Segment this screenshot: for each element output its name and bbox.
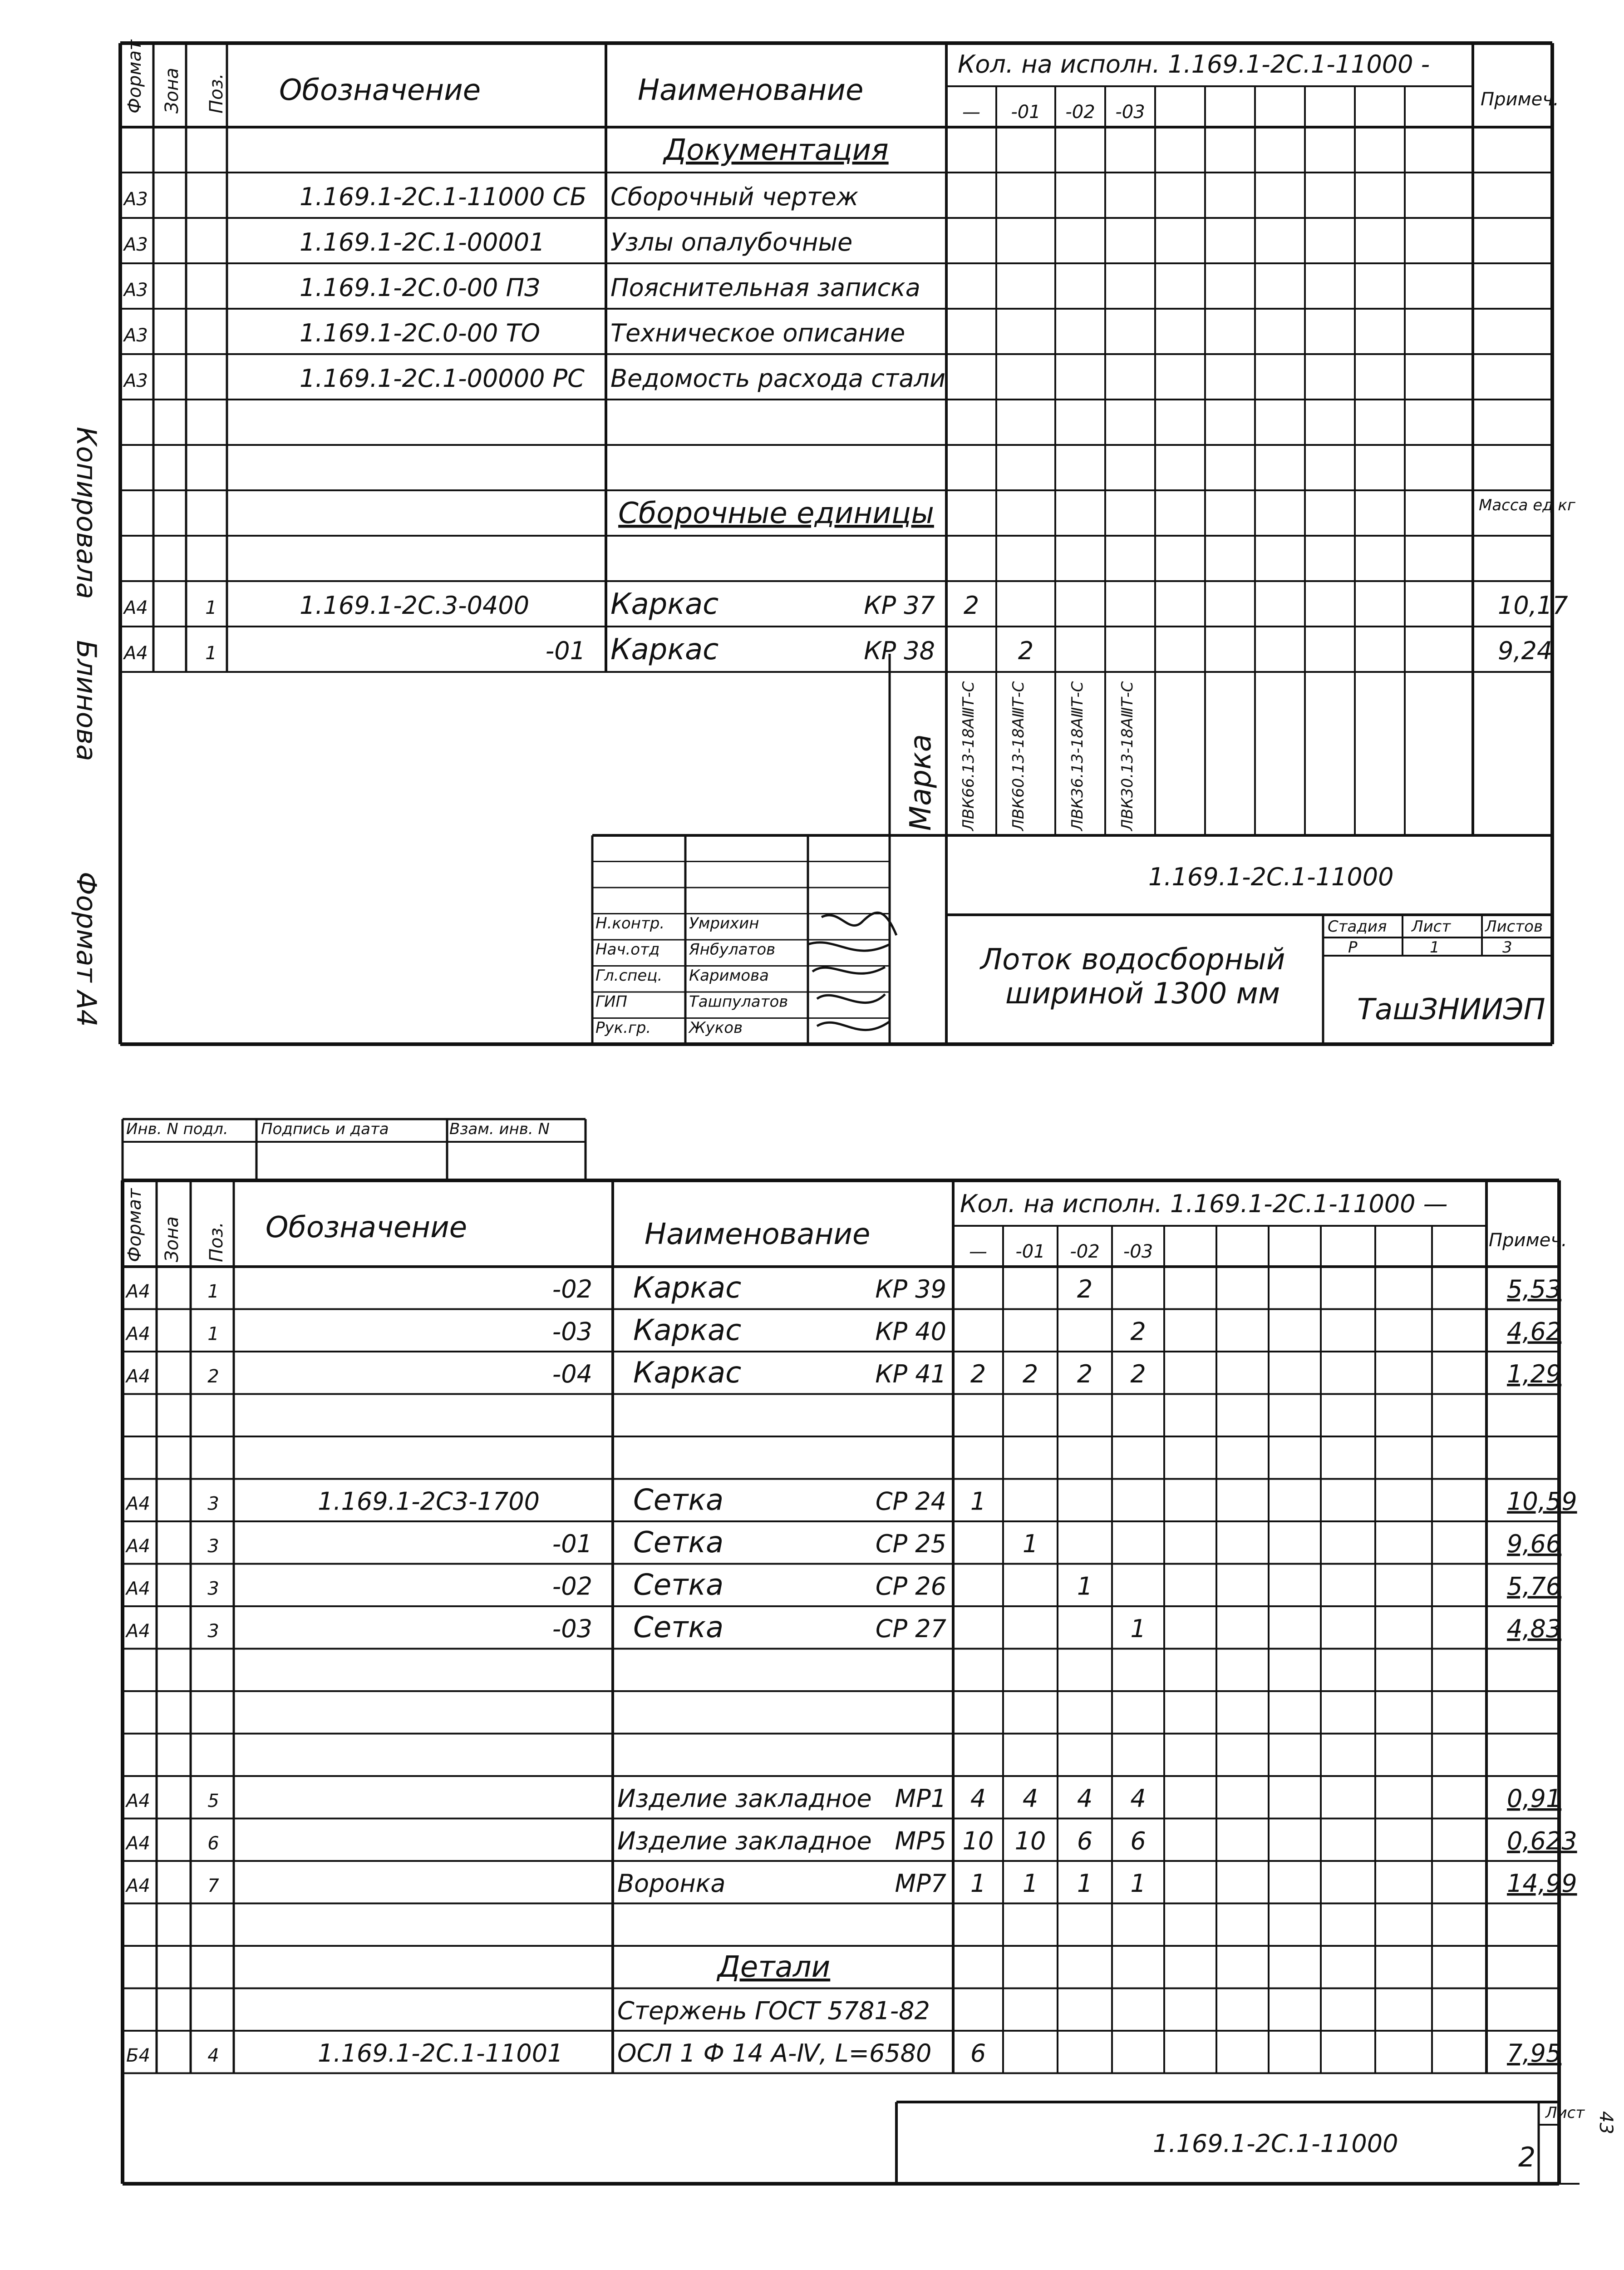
signer-name: Жуков [689, 1019, 743, 1037]
row2-section-title: Детали [717, 1950, 831, 1984]
header-name: Наименование [638, 74, 864, 107]
row2-designation: 1.169.1-2С3-1700 [318, 1487, 540, 1516]
row2-format: А4 [126, 1791, 150, 1811]
signer-role: ГИП [595, 992, 627, 1011]
row2-designation: -02 [552, 1572, 592, 1601]
row2-qty: 6 [1077, 1826, 1093, 1855]
row2-name: Воронка [617, 1869, 726, 1898]
row-section-title: Документация [664, 133, 889, 167]
row2-qty: 1 [1130, 1614, 1146, 1643]
row-designation: 1.169.1-2С.0-00 ТО [300, 319, 541, 347]
row2-qty: 2 [1077, 1360, 1093, 1388]
row2-note: 4,83 [1507, 1614, 1562, 1643]
row2-designation: 1.169.1-2С.1-11001 [318, 2039, 563, 2068]
stage-value: Р [1348, 938, 1358, 957]
row2-qty: 1 [1022, 1869, 1038, 1898]
row2-pos: 1 [207, 1323, 219, 1345]
row2-name: Стержень ГОСТ 5781-82 [617, 1996, 930, 2025]
variant-label: -01 [1011, 102, 1041, 123]
row2-designation: -02 [552, 1275, 592, 1303]
header-qty-title: Кол. на исполн. 1.169.1-2С.1-11000 - [958, 50, 1430, 79]
row2-qty: 10 [1014, 1826, 1046, 1855]
row2-note: 0,623 [1507, 1826, 1577, 1855]
signer-name: Умрихин [689, 914, 759, 933]
mark-code: ЛВК66.13-18АⅢТ-С [960, 681, 978, 831]
row-designation: -01 [545, 637, 586, 665]
row-pos: 1 [205, 643, 217, 664]
header-designation: Обозначение [279, 74, 481, 107]
row2-note: 5,53 [1507, 1275, 1562, 1303]
variant-label-2: -02 [1070, 1241, 1100, 1262]
row-qty: 2 [1018, 637, 1034, 665]
row-note: Масса ед кг [1479, 496, 1575, 514]
sheet-1 [120, 39, 1576, 1044]
row2-format: А4 [126, 1833, 150, 1854]
variant-label: — [962, 102, 980, 123]
signatures-picture [808, 913, 896, 1030]
row2-format: А4 [126, 1323, 150, 1345]
variant-label: -03 [1115, 102, 1145, 123]
header2-qty-title: Кол. на исполн. 1.169.1-2С.1-11000 — [960, 1189, 1448, 1218]
header-pos: Поз. [206, 73, 227, 114]
row2-mark: СР 25 [875, 1530, 946, 1558]
row-name: Каркас [610, 587, 719, 621]
row2-mark: МР1 [895, 1784, 946, 1813]
row2-qty: 4 [1130, 1784, 1146, 1813]
row2-qty: 4 [1077, 1784, 1093, 1813]
sheets-value: 3 [1502, 938, 1512, 957]
header2-format: Формат [124, 1188, 145, 1262]
row2-note: 10,59 [1507, 1487, 1577, 1516]
sheet-label: Лист [1412, 918, 1451, 936]
side-label-copied: Копировала [70, 427, 102, 599]
row-designation: 1.169.1-2С.1-00000 РС [300, 364, 585, 393]
row2-pos: 6 [207, 1833, 219, 1854]
row-format: А3 [124, 280, 148, 301]
row-mark: КР 37 [864, 591, 935, 620]
row-note: 9,24 [1498, 637, 1553, 665]
row2-note: 7,95 [1507, 2039, 1562, 2068]
row-designation: 1.169.1-2С.3-0400 [300, 591, 530, 620]
row-name: Узлы опалубочные [610, 228, 853, 257]
header2-pos: Поз. [206, 1222, 227, 1262]
sheet2-label: Лист [1545, 2104, 1585, 2122]
organization: ТашЗНИИЭП [1357, 993, 1545, 1026]
row2-pos: 3 [207, 1536, 219, 1557]
row2-qty: 4 [970, 1784, 986, 1813]
row2-mark: СР 26 [875, 1572, 946, 1601]
doc-code-2: 1.169.1-2С.1-11000 [1153, 2129, 1398, 2158]
side-label-format: Формат А4 [70, 872, 102, 1027]
row2-pos: 4 [207, 2045, 219, 2066]
header2-zone: Зона [162, 1216, 182, 1262]
row-name: Техническое описание [610, 319, 906, 347]
sheets-label: Листов [1485, 918, 1543, 936]
sheet-value: 1 [1430, 938, 1440, 957]
signer-role: Н.контр. [595, 914, 665, 933]
signer-role: Рук.гр. [595, 1019, 651, 1037]
signer-name: Янбулатов [689, 940, 776, 959]
row2-qty: 1 [1130, 1869, 1146, 1898]
row2-name: Каркас [633, 1356, 742, 1390]
signer-role: Гл.спец. [595, 967, 663, 985]
stage-label: Стадия [1328, 918, 1387, 936]
row2-pos: 3 [207, 1578, 219, 1599]
row-format: А4 [124, 643, 148, 664]
row2-mark: КР 39 [875, 1275, 946, 1303]
row2-format: А4 [126, 1621, 150, 1642]
row2-name: Изделие закладное [617, 1784, 872, 1813]
sheet2-number: 2 [1518, 2142, 1536, 2173]
row-format: А3 [124, 189, 148, 210]
stamp-vzam: Взам. инв. N [449, 1120, 550, 1138]
variant-label-2: — [969, 1241, 987, 1262]
row-format: А3 [124, 325, 148, 346]
row-mark: КР 38 [864, 637, 935, 665]
row2-format: А4 [126, 1578, 150, 1599]
row2-qty: 2 [970, 1360, 986, 1388]
row-designation: 1.169.1-2С.0-00 ПЗ [300, 273, 540, 302]
signer-name: Каримова [689, 967, 769, 985]
row2-mark: СР 27 [875, 1614, 946, 1643]
title-line-2: шириной 1300 мм [1005, 977, 1280, 1011]
header-note: Примеч. [1481, 89, 1559, 110]
row2-qty: 2 [1022, 1360, 1038, 1388]
row-note: 10,17 [1498, 591, 1568, 620]
row2-format: А4 [126, 1281, 150, 1302]
stamp-sign: Подпись и дата [261, 1120, 389, 1138]
row-name: Каркас [610, 633, 719, 666]
row2-format: Б4 [126, 2045, 150, 2066]
variant-label-2: -03 [1123, 1241, 1153, 1262]
signer-name: Ташпулатов [689, 992, 788, 1011]
doc-code: 1.169.1-2С.1-11000 [1148, 863, 1394, 891]
row-qty: 2 [963, 591, 979, 620]
variant-label: -02 [1065, 102, 1095, 123]
row-section-title: Сборочные единицы [618, 497, 934, 530]
row2-mark: СР 24 [875, 1487, 946, 1516]
row-pos: 1 [205, 597, 217, 618]
row2-pos: 3 [207, 1621, 219, 1642]
mark-code: ЛВК60.13-18АⅢТ-С [1009, 681, 1028, 831]
row2-name: Сетка [633, 1526, 724, 1559]
row2-qty: 2 [1077, 1275, 1093, 1303]
header-zone: Зона [162, 68, 182, 114]
title-line-1: Лоток водосборный [980, 943, 1285, 977]
row2-mark: КР 40 [875, 1317, 946, 1346]
row-designation: 1.169.1-2С.1-00001 [300, 228, 545, 257]
row2-mark: КР 41 [875, 1360, 946, 1388]
header-format: Формат [124, 39, 145, 114]
row2-designation: -04 [552, 1360, 592, 1388]
row2-qty: 6 [1130, 1826, 1146, 1855]
row2-pos: 3 [207, 1493, 219, 1515]
row2-designation: -03 [552, 1614, 592, 1643]
row2-note: 4,62 [1507, 1317, 1562, 1346]
row2-qty: 2 [1130, 1317, 1146, 1346]
signer-role: Нач.отд [595, 940, 660, 959]
row2-format: А4 [126, 1875, 150, 1896]
row2-name: Каркас [633, 1271, 742, 1305]
row2-note: 1,29 [1507, 1360, 1562, 1388]
row2-name: ОСЛ 1 Ф 14 А-Ⅳ, L=6580 [617, 2039, 932, 2068]
row2-qty: 10 [962, 1826, 994, 1855]
row2-qty: 1 [970, 1869, 986, 1898]
row2-name: Каркас [633, 1313, 742, 1347]
header2-note: Примеч. [1489, 1230, 1567, 1251]
stamp-inv: Инв. N подл. [126, 1120, 228, 1138]
row2-format: А4 [126, 1536, 150, 1557]
sheet-2 [123, 1119, 1616, 2184]
row2-pos: 2 [207, 1366, 219, 1387]
row2-qty: 4 [1022, 1784, 1038, 1813]
row2-pos: 5 [207, 1791, 219, 1811]
row2-note: 5,76 [1507, 1572, 1562, 1601]
row2-pos: 1 [207, 1281, 219, 1302]
row2-name: Изделие закладное [617, 1826, 872, 1855]
row2-note: 0,91 [1507, 1784, 1562, 1813]
row-format: А4 [124, 597, 148, 618]
row-name: Сборочный чертеж [610, 183, 859, 211]
row2-qty: 6 [970, 2039, 986, 2068]
row2-name: Сетка [633, 1568, 724, 1602]
header2-designation: Обозначение [266, 1211, 468, 1244]
row2-mark: МР5 [895, 1826, 946, 1855]
row2-qty: 1 [1077, 1869, 1093, 1898]
side-label-name: Блинова [70, 640, 102, 761]
row2-designation: -03 [552, 1317, 592, 1346]
mark-code: ЛВК30.13-18АⅢТ-С [1118, 681, 1137, 831]
row-format: А3 [124, 370, 148, 391]
row2-qty: 1 [970, 1487, 986, 1516]
row2-qty: 1 [1077, 1572, 1093, 1601]
variant-label-2: -01 [1015, 1241, 1045, 1262]
row2-name: Сетка [633, 1483, 724, 1517]
row2-note: 14,99 [1507, 1869, 1577, 1898]
row-name: Ведомость расхода стали [610, 364, 946, 393]
row2-pos: 7 [207, 1875, 219, 1896]
row2-qty: 1 [1022, 1530, 1038, 1558]
row2-mark: МР7 [895, 1869, 946, 1898]
row2-format: А4 [126, 1493, 150, 1515]
row-name: Пояснительная записка [610, 273, 920, 302]
row-format: А3 [124, 234, 148, 255]
marka-label: Марка [904, 734, 938, 831]
row2-designation: -01 [552, 1530, 592, 1558]
page-mark: 43 [1595, 2111, 1616, 2134]
row2-name: Сетка [633, 1611, 724, 1644]
row-designation: 1.169.1-2С.1-11000 СБ [300, 183, 587, 211]
row2-format: А4 [126, 1366, 150, 1387]
header2-name: Наименование [645, 1218, 871, 1251]
mark-code: ЛВК36.13-18АⅢТ-С [1068, 681, 1087, 831]
row2-note: 9,66 [1507, 1530, 1562, 1558]
row2-qty: 2 [1130, 1360, 1146, 1388]
